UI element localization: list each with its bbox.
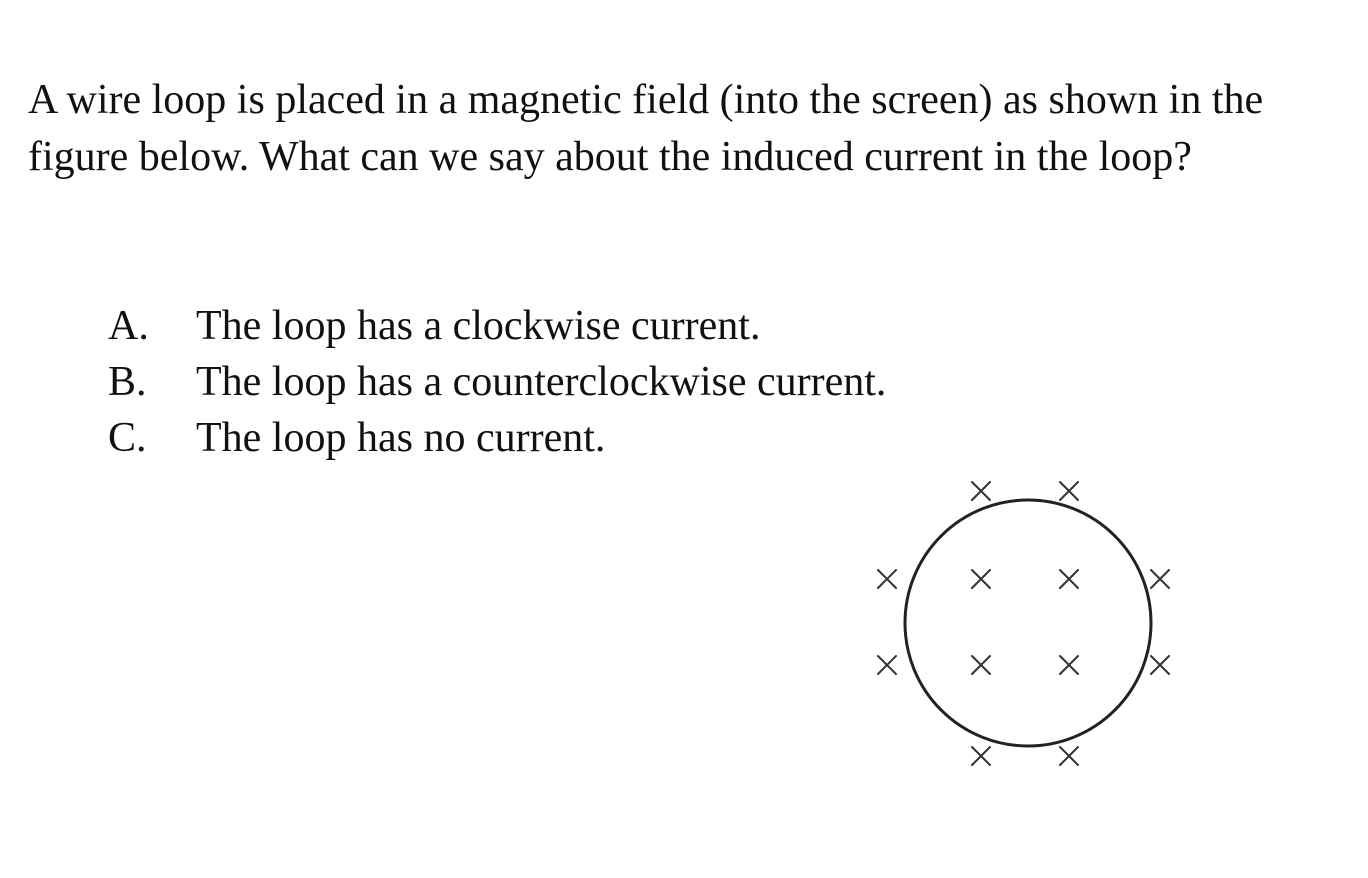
field-cross-icon [878,570,896,588]
loop-in-field-figure [862,466,1182,782]
loop-diagram [862,466,1182,782]
option-b [108,354,886,410]
answer-options [108,298,886,466]
option-a-letter: A. [108,303,149,349]
field-cross-icon [1060,482,1078,500]
wire-loop [905,500,1151,746]
field-cross-icon [1151,656,1169,674]
option-a [108,298,886,354]
option-b-text: The loop has a counterclockwise current. [196,359,887,405]
field-cross-icon [972,747,990,765]
option-a-text: The loop has a clockwise current. [196,303,761,349]
option-c [108,410,886,466]
option-c-letter: C. [108,415,147,461]
field-cross-icon [1151,570,1169,588]
field-cross-icon [972,656,990,674]
field-cross-icon [1060,570,1078,588]
field-cross-icon [878,656,896,674]
option-b-letter: B. [108,359,147,405]
option-c-text: The loop has no current. [196,415,606,461]
field-cross-icon [1060,656,1078,674]
field-cross-icon [972,482,990,500]
question-text: A wire loop is placed in a magnetic field (into the screen) as shown in the figure below. What can we say about the induced current in the loop? [28,77,1264,180]
field-cross-icon [1060,747,1078,765]
field-cross-icon [972,570,990,588]
